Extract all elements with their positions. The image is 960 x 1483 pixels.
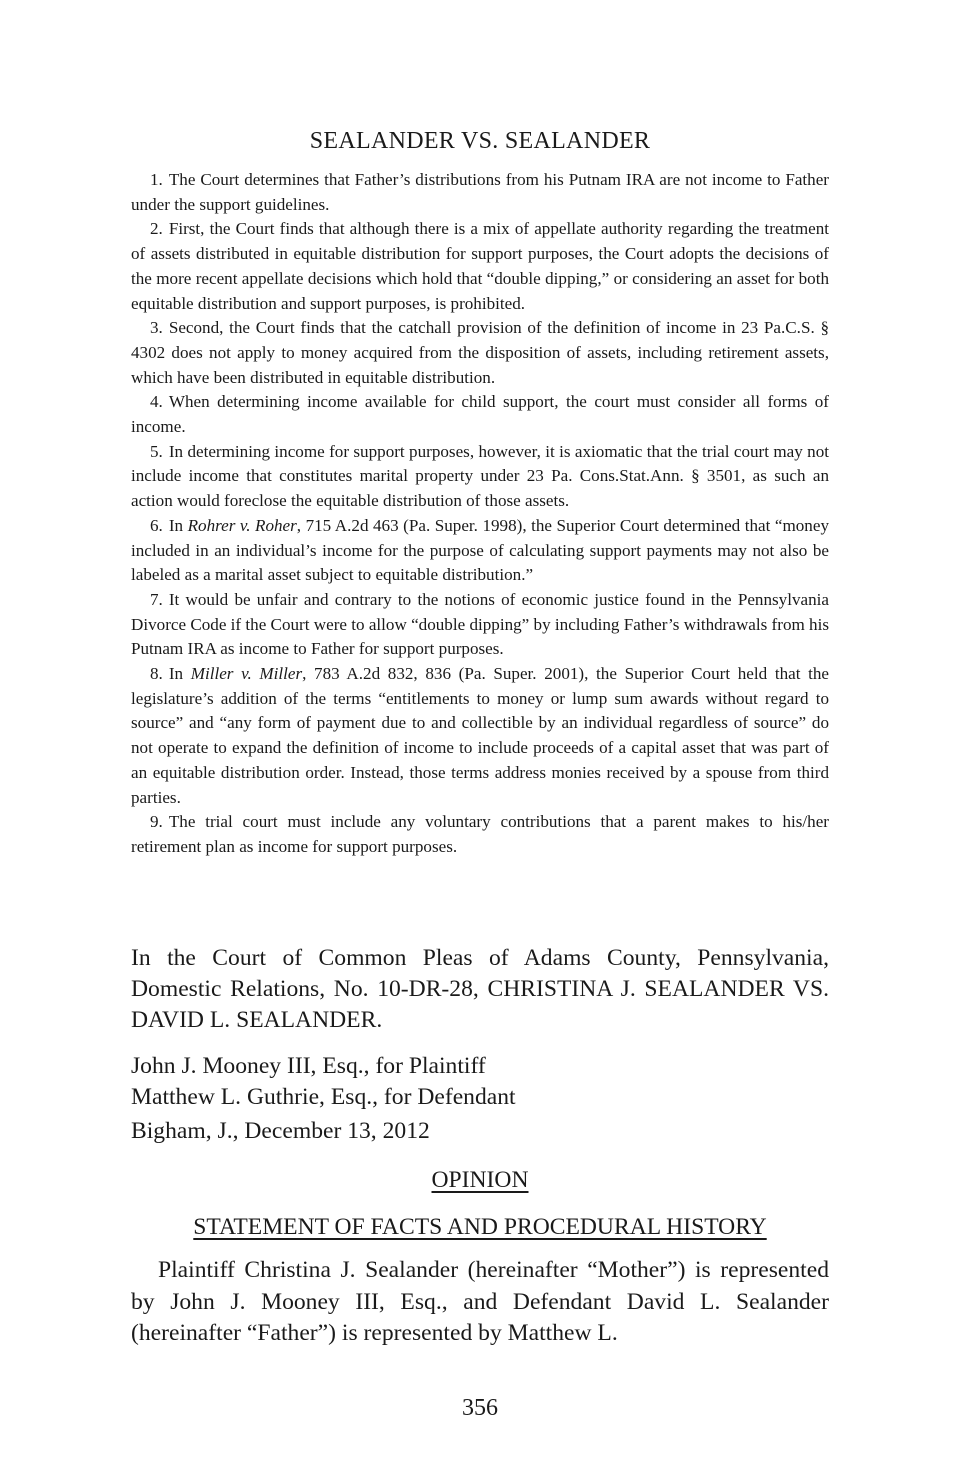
opinion-heading: OPINION — [431, 1167, 529, 1193]
headnote-number: 4. — [150, 392, 163, 412]
counsel-defendant: Matthew L. Guthrie, Esq., for Defendant — [131, 1084, 516, 1110]
headnote-text: The Court determines that Father’s distributions from his Putnam IRA are not income to Father under the support guidelines. — [131, 170, 829, 214]
headnote-text: First, the Court finds that although there is a mix of appellate authority regarding the treatment of assets distributed in equitable distribution for support purposes, the Court adopts the decisions of the more recent appellate decisions which hold that “double dipping,” or considering an asset for both equitable distribution and support purposes, is prohibited. — [131, 219, 829, 313]
headnote-text: When determining income available for child support, the court must consider all forms of income. — [131, 392, 829, 437]
case-citation: Rohrer v. Roher — [187, 515, 297, 535]
page-number: 356 — [462, 1395, 498, 1421]
case-caption: In the Court of Common Pleas of Adams County, Pennsylvania, Domestic Relations, No. 10-DR-28, CHRISTINA J. SEALANDER VS. DAVID L. SEALANDER. — [131, 945, 829, 1033]
counsel-block — [131, 1051, 829, 1113]
headnote-number: 5. — [150, 441, 163, 461]
headnote-item — [131, 316, 829, 390]
headnote-number: 2. — [150, 219, 163, 239]
headnote-number: 3. — [150, 318, 163, 338]
running-head: SEALANDER VS. SEALANDER — [309, 128, 651, 154]
headnote-item — [131, 514, 829, 588]
headnote-text: , 783 A.2d 832, 836 (Pa. Super. 2001), the Superior Court held that the legislature’s addition of the terms “entitlements to money or lump sum awards without regard to source” and “any form of payment due to and collectible by an individual regardless of source” do not operate to expand the definition of income to include proceeds of a capital asset that was part of an equitable distribution order. Instead, those terms address monies received by a spouse from third parties. — [131, 664, 829, 807]
headnote-text: In — [168, 664, 191, 684]
headnote-number: 8. — [150, 664, 163, 684]
headnote-item — [131, 588, 829, 662]
counsel-plaintiff: John J. Mooney III, Esq., for Plaintiff — [131, 1053, 486, 1079]
headnote-number: 1. — [150, 170, 163, 189]
document-page — [131, 0, 829, 1483]
headnote-number: 7. — [150, 589, 163, 609]
body-paragraph: Plaintiff Christina J. Sealander (hereinafter “Mother”) is represented by John J. Mooney III, Esq., and Defendant David L. Sealander (hereinafter “Father”) is represented by Matthew L. — [131, 1257, 829, 1346]
headnote-text: The trial court must include any voluntary contributions that a parent makes to his/her retirement plan as income for support purposes. — [131, 812, 829, 856]
headnote-item — [131, 440, 829, 514]
headnote-number: 6. — [150, 515, 163, 535]
case-citation: Miller v. Miller — [190, 664, 303, 684]
headnote-text: , 715 A.2d 463 (Pa. Super. 1998), the Superior Court determined that “money included in an individual’s income for the purpose of calculating support payments may not also be labeled as a marital asset subject to equitable distribution.” — [131, 515, 829, 585]
headnote-item — [131, 217, 829, 316]
headnote-number: 9. — [150, 812, 163, 832]
headnote-item — [131, 810, 829, 859]
headnote-text: In determining income for support purposes, however, it is axiomatic that the trial court may not include income that constitutes marital property under 23 Pa. Cons.Stat.Ann. § 3501, as such an action would foreclose the equitable distribution of those assets. — [131, 441, 829, 511]
headnote-text: Second, the Court finds that the catchall provision of the definition of income in 23 Pa.C.S. § 4302 does not apply to money acquired from the disposition of assets, including retirement assets, which have been distributed in equitable distribution. — [131, 318, 829, 387]
headnote-item — [131, 390, 829, 439]
headnote-item — [131, 168, 829, 217]
judge-date-line: Bigham, J., December 13, 2012 — [131, 1118, 430, 1144]
headnotes-list — [131, 168, 829, 860]
headnote-text: In — [168, 515, 188, 535]
section-heading: STATEMENT OF FACTS AND PROCEDURAL HISTORY — [193, 1214, 767, 1240]
headnote-text: It would be unfair and contrary to the notions of economic justice found in the Pennsylvania Divorce Code if the Court were to allow “double dipping” by including Father’s withdrawals from his Putnam IRA as income to Father for support purposes. — [131, 589, 830, 659]
headnote-item — [131, 662, 829, 810]
